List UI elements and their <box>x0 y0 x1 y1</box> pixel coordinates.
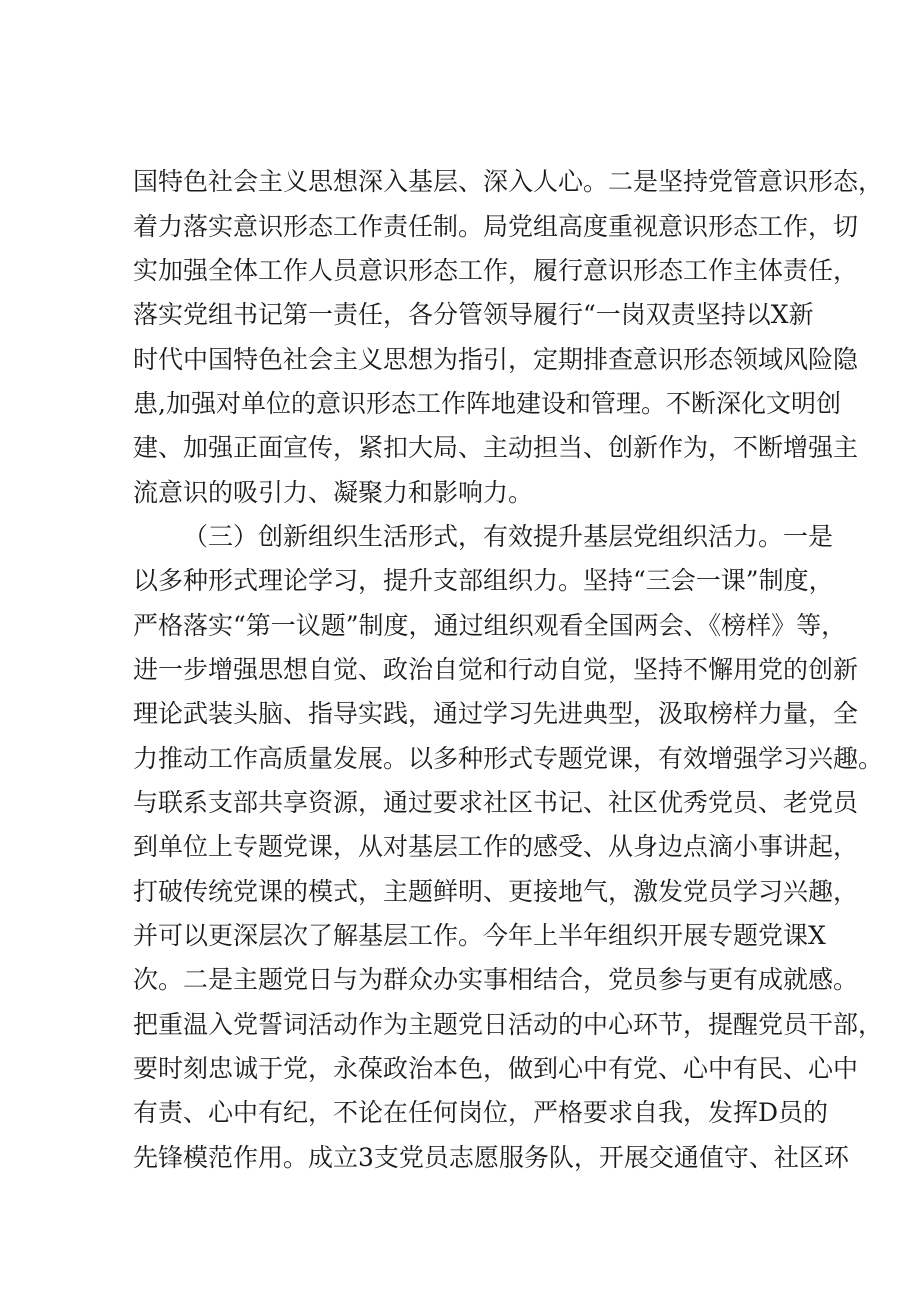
paragraph-1-line-8: 流意识的吸引力、凝聚力和影响力。 <box>133 478 534 507</box>
paragraph-2-line-5: 理论武装头脑、指导实践，通过学习先进典型，汲取榜样力量，全 <box>133 699 859 728</box>
paragraph-1-line-6: 患,加强对单位的意识形态工作阵地建设和管理。不断深化文明创 <box>133 389 841 418</box>
paragraph-1-line-7: 建、加强正面宣传，紧扣大局、主动担当、创新作为，不断增强主 <box>133 433 859 462</box>
paragraph-2-line-11: 次。二是主题党日与为群众办实事相结合，党员参与更有成就感。 <box>133 965 859 994</box>
paragraph-1-line-4: 落实党组书记第一责任，各分管领导履行“一岗双责坚持以X新 <box>133 300 814 329</box>
paragraph-1-line-3: 实加强全体工作人员意识形态工作，履行意识形态工作主体责任， <box>133 256 859 285</box>
paragraph-1-line-1: 国特色社会主义思想深入基层、深入人心。二是坚持党管意识形态， <box>133 167 884 196</box>
paragraph-2-line-10: 并可以更深层次了解基层工作。今年上半年组织开展专题党课X <box>133 921 826 950</box>
paragraph-2-line-14: 有责、心中有纪，不论在任何岗位，严格要求自我，发挥D员的 <box>133 1098 829 1127</box>
paragraph-2-line-7: 与联系支部共享资源，通过要求社区书记、社区优秀党员、老党员 <box>133 788 859 817</box>
paragraph-2-line-2: 以多种形式理论学习，提升支部组织力。坚持“三会一课”制度， <box>133 566 834 595</box>
paragraph-2-line-8: 到单位上专题党课，从对基层工作的感受、从身边点滴小事讲起， <box>133 832 859 861</box>
paragraph-2-line-12: 把重温入党誓词活动作为主题党日活动的中心环节，提醒党员干部， <box>133 1010 884 1039</box>
paragraph-2-line-6: 力推动工作高质量发展。以多种形式专题党课，有效增强学习兴趣。 <box>133 744 884 773</box>
paragraph-2-line-13: 要时刻忠诚于党，永葆政治本色，做到心中有党、心中有民、心中 <box>133 1054 859 1083</box>
paragraph-1-line-5: 时代中国特色社会主义思想为指引，定期排查意识形态领域风险隐 <box>133 345 859 374</box>
paragraph-1-line-2: 着力落实意识形态工作责任制。局党组高度重视意识形态工作，切 <box>133 212 859 241</box>
paragraph-2-line-9: 打破传统党课的模式，主题鲜明、更接地气，激发党员学习兴趣， <box>133 877 859 906</box>
paragraph-2-line-15: 先锋模范作用。成立3支党员志愿服务队，开展交通值守、社区环 <box>133 1143 849 1172</box>
paragraph-2-line-3: 严格落实“第一议题”制度，通过组织观看全国两会、《榜样》等， <box>133 611 847 640</box>
paragraph-2-line-4: 进一步增强思想自觉、政治自觉和行动自觉，坚持不懈用党的创新 <box>133 655 859 684</box>
paragraph-2-line-1: （三）创新组织生活形式，有效提升基层党组织活力。一是 <box>183 522 834 551</box>
